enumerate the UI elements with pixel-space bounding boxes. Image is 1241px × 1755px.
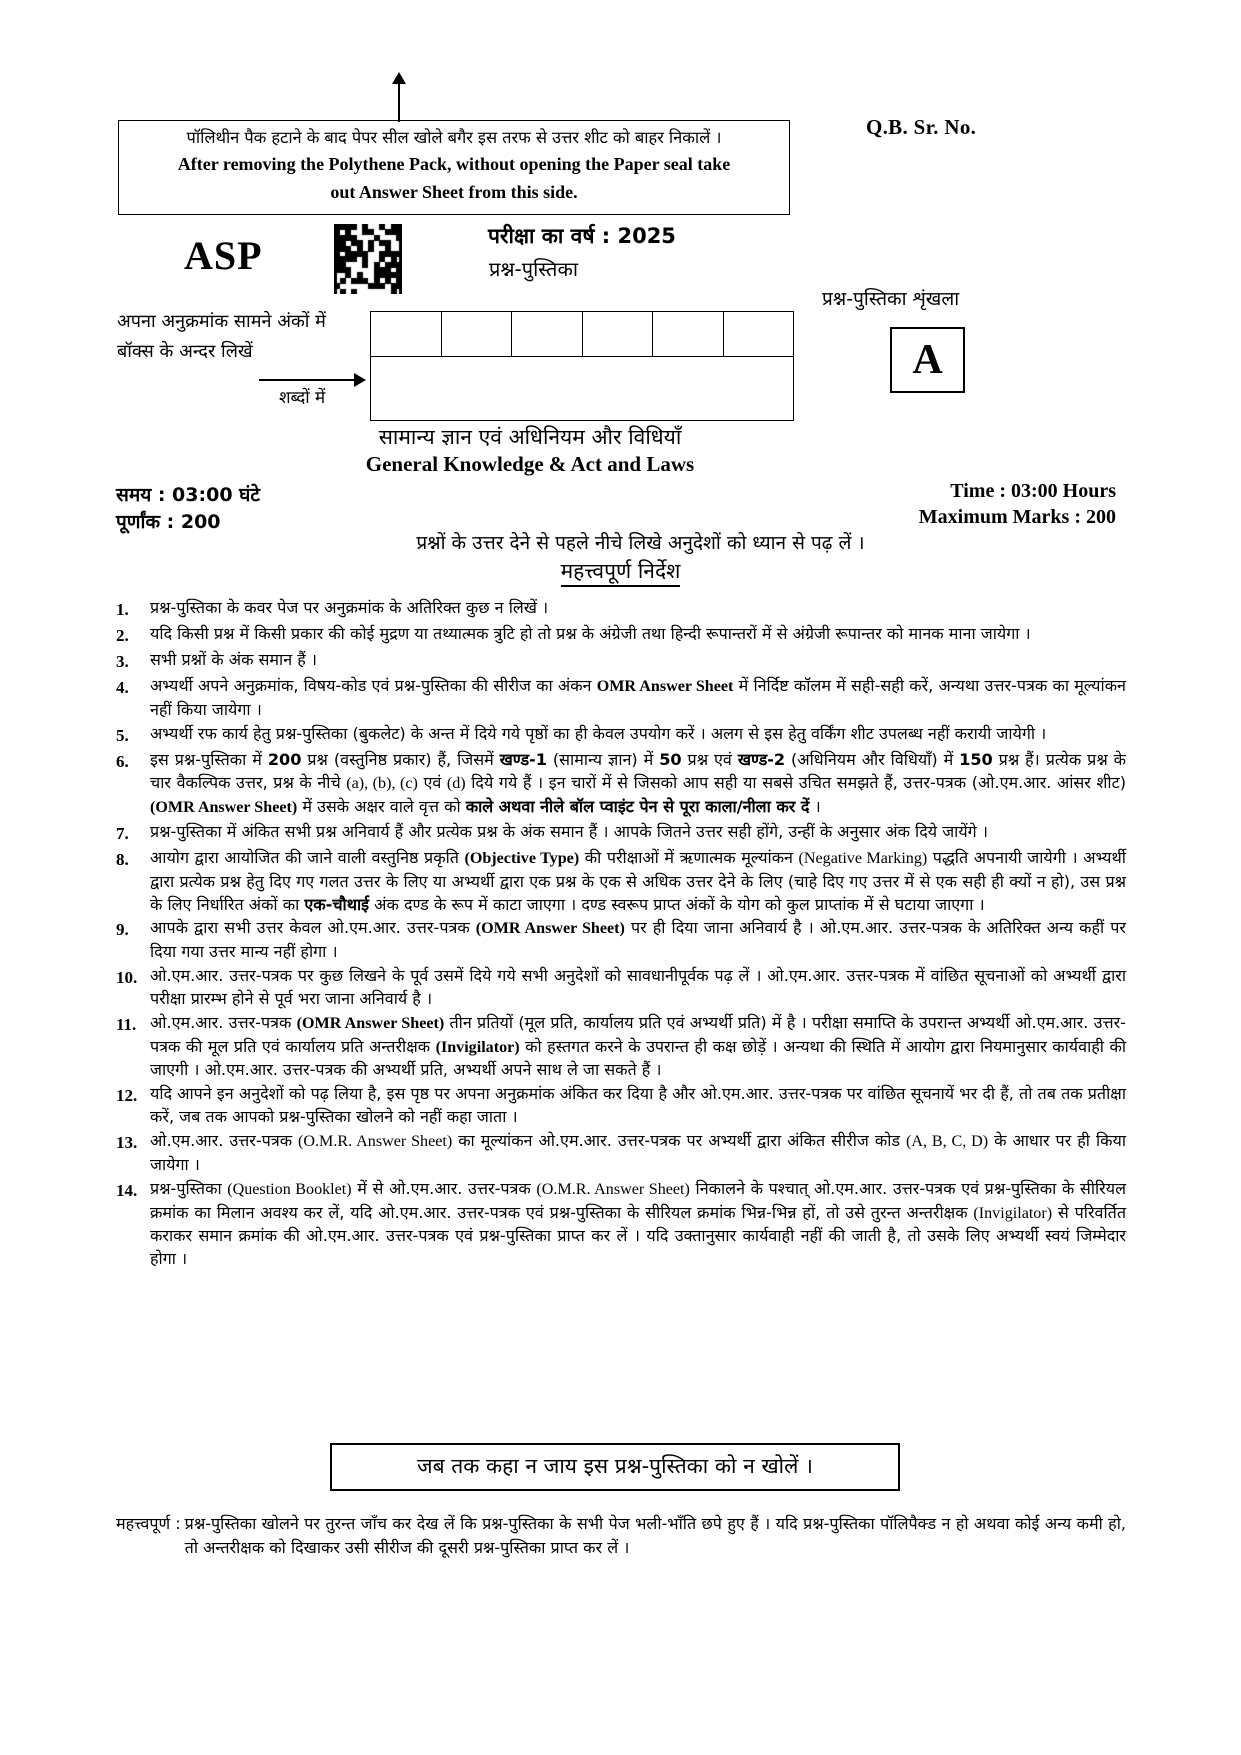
instruction-text: प्रश्न-पुस्तिका में अंकित सभी प्रश्न अनिवार्य हैं और प्रत्येक प्रश्न के अंक समान हैं । आपके जितने उत्तर सही होंगे, उन्हीं के अनुसार अंक दिये जायेंगे ।	[150, 821, 988, 841]
instruction-item	[116, 1083, 1126, 1129]
tear-direction-arrow-icon	[398, 82, 400, 122]
subject-title-english: General Knowledge & Act and Laws	[365, 452, 695, 476]
read-instructions-line: प्रश्नों के उत्तर देने से पहले नीचे लिखे अनुदेशों को ध्यान से पढ़ लें ।	[416, 532, 865, 554]
instruction-item	[116, 1130, 1126, 1177]
footer-important-note	[116, 1512, 1126, 1560]
roll-number-grid[interactable]	[370, 311, 794, 421]
roll-digit-cell[interactable]	[724, 312, 794, 356]
booklet-series-box	[890, 327, 965, 393]
instruction-text: आयोग द्वारा आयोजित की जाने वाली वस्तुनिष्ठ प्रकृति (Objective Type) की परीक्षाओं में ऋणात्मक मूल्यांकन (Negative Marking) पद्धति अपनायी जायेगी । अभ्यर्थी द्वारा प्रत्येक प्रश्न हेतु दिए गए गलत उत्तर के लिए या अभ्यर्थी द्वारा एक प्रश्न के एक से अधिक उत्तर देने के लिए (चाहे दिए गए उत्तर में से एक सही ही क्यों न हो), उस प्रश्न के लिए निर्धारित अंकों का एक-चौथाई अंक दण्ड के रूप में काटा जाएगा । दण्ड स्वरूप प्राप्त अंकों के योग को कुल प्राप्तांक में से घटाया जाएगा ।	[150, 847, 1126, 914]
instruction-text: ओ.एम.आर. उत्तर-पत्रक (O.M.R. Answer Sheet) का मूल्यांकन ओ.एम.आर. उत्तर-पत्रक पर अभ्यर्थी द्वारा अंकित सीरीज कोड (A, B, C, D) के आधार पर ही किया जायेगा ।	[150, 1130, 1126, 1174]
booklet-series-value: A	[912, 337, 943, 383]
exam-year-label: परीक्षा का वर्ष : 2025	[488, 224, 676, 248]
important-instructions-heading-text: महत्त्वपूर्ण निर्देश	[561, 559, 681, 587]
booklet-series-label: प्रश्न-पुस्तिका शृंखला	[822, 288, 960, 310]
instruction-text: प्रश्न-पुस्तिका (Question Booklet) में से ओ.एम.आर. उत्तर-पत्रक (O.M.R. Answer Sheet) निकालने के पश्चात् ओ.एम.आर. उत्तर-पत्रक एवं प्रश्न-पुस्तिका के सीरियल क्रमांक का मिलान अवश्य कर लें, यदि ओ.एम.आर. उत्तर-पत्रक एवं प्रश्न-पुस्तिका के सीरियल क्रमांक भिन्न-भिन्न हों, तो उसे तुरन्त अन्तरीक्षक (Invigilator) से परिवर्तित कराकर समान क्रमांक की ओ.एम.आर. उत्तर-पत्रक एवं प्रश्न-पुस्तिका प्राप्त कर लें । यदि उक्तानुसार कार्यवाही नहीं की जाती है, तो उसके लिए अभ्यर्थी स्वयं जिम्मेदार होगा ।	[150, 1178, 1126, 1269]
qb-serial-number-label: Q.B. Sr. No.	[866, 115, 977, 139]
instruction-text: प्रश्न-पुस्तिका के कवर पेज पर अनुक्रमांक के अतिरिक्त कुछ न लिखें ।	[150, 598, 549, 617]
instruction-item	[116, 965, 1126, 1011]
instruction-number: 1.	[116, 600, 129, 619]
question-booklet-label: प्रश्न-पुस्तिका	[489, 257, 578, 281]
roll-number-digit-row[interactable]	[371, 312, 793, 357]
instruction-text: इस प्रश्न-पुस्तिका में 200 प्रश्न (वस्तुनिष्ठ प्रकार) हैं, जिसमें खण्ड-1 (सामान्य ज्ञान) में 50 प्रश्न एवं खण्ड-2 (अधिनियम और विधियाँ) में 150 प्रश्न हैं। प्रत्येक प्रश्न के चार वैकल्पिक उत्तर, प्रश्न के नीचे (a), (b), (c) एवं (d) दिये गये हैं । इन चारों में से जिसको आप सही या सबसे उचित समझते हैं, उत्तर-पत्रक (ओ.एम.आर. आंसर शीट) (OMR Answer Sheet) में उसके अक्षर वाले वृत्त को काले अथवा नीले बॉल प्वाइंट पेन से पूरा काला/नीला कर दें ।	[150, 750, 1126, 816]
instruction-text: यदि किसी प्रश्न में किसी प्रकार की कोई मुद्रण या तथ्यात्मक त्रुटि हो तो प्रश्न के अंग्रेजी तथा हिन्दी रूपान्तरों में से अंग्रेजी रूपान्तर को मानक माना जायेगा ।	[150, 624, 1031, 644]
instruction-number: 4.	[116, 678, 129, 698]
instruction-item	[116, 749, 1126, 820]
footer-important-text: प्रश्न-पुस्तिका खोलने पर तुरन्त जाँच कर देख लें कि प्रश्न-पुस्तिका के सभी पेज भली-भाँति छपे हुए हैं । यदि प्रश्न-पुस्तिका पॉलिपैक्ड न हो अथवा कोई अन्य कमी हो, तो अन्तरीक्षक को दिखाकर उसी सीरीज की दूसरी प्रश्न-पुस्तिका प्राप्त कर लें ।	[184, 1514, 1126, 1558]
maximum-marks-hindi: पूर्णांक : 200	[116, 511, 221, 533]
roll-digit-cell[interactable]	[371, 312, 442, 356]
instruction-item	[116, 917, 1126, 964]
instructions-list	[116, 597, 1126, 1272]
roll-digit-cell[interactable]	[512, 312, 583, 356]
instruction-text: अभ्यर्थी अपने अनुक्रमांक, विषय-कोड एवं प्रश्न-पुस्तिका की सीरीज का अंकन OMR Answer Sheet में निर्दिष्ट कॉलम में सही-सही करें, अन्यथा उत्तर-पत्रक का मूल्यांकन नहीं किया जायेगा ।	[150, 676, 1126, 720]
instruction-item	[116, 623, 1126, 648]
instruction-item	[116, 1178, 1126, 1271]
roll-digit-cell[interactable]	[442, 312, 513, 356]
instruction-item	[116, 821, 1126, 846]
instruction-number: 8.	[116, 849, 129, 869]
roll-number-words-field[interactable]	[371, 357, 793, 420]
instruction-text: यदि आपने इन अनुदेशों को पढ़ लिया है, इस पृष्ठ पर अपना अनुक्रमांक अंकित कर दिया है और ओ.एम.आर. उत्तर-पत्रक पर वांछित सूचनायें भर दी हैं, तो तब तक प्रतीक्षा करें, जब तक आपको प्रश्न-पुस्तिका खोलने को नहीं कहा जाता ।	[150, 1084, 1126, 1127]
do-not-open-notice	[330, 1443, 900, 1491]
footer-important-key: महत्त्वपूर्ण :	[116, 1514, 181, 1533]
notice-hindi-text: पॉलिथीन पैक हटाने के बाद पेपर सील खोले बगैर इस तरफ से उत्तर शीट को बाहर निकालें ।	[186, 128, 722, 147]
instruction-text: आपके द्वारा सभी उत्तर केवल ओ.एम.आर. उत्तर-पत्रक (OMR Answer Sheet) पर ही दिया जाना अनिवार्य है । ओ.एम.आर. उत्तर-पत्रक के अतिरिक्त अन्य कहीं पर दिया गया उत्तर मान्य नहीं होगा ।	[150, 918, 1126, 962]
instruction-text: ओ.एम.आर. उत्तर-पत्रक (OMR Answer Sheet) तीन प्रतियों (मूल प्रति, कार्यालय प्रति एवं अभ्यर्थी प्रति) में है । परीक्षा समाप्ति के उपरान्त अभ्यर्थी ओ.एम.आर. उत्तर-पत्रक की मूल प्रति एवं कार्यालय प्रति अन्तरीक्षक (Invigilator) को हस्तगत करने के उपरान्त ही कक्ष छोड़ें । अन्यथा की स्थिति में आयोग द्वारा नियमानुसार कार्यवाही की जाएगी । ओ.एम.आर. उत्तर-पत्रक की अभ्यर्थी प्रति, अभ्यर्थी अपने साथ ले जा सकते हैं ।	[150, 1012, 1126, 1080]
in-words-arrow-icon	[259, 379, 364, 381]
instruction-number: 12.	[116, 1086, 138, 1106]
instruction-item	[116, 1012, 1126, 1083]
notice-english-line2: out Answer Sheet from this side.	[330, 181, 578, 202]
roll-instruction-line2: बॉक्स के अन्दर लिखें	[117, 340, 253, 362]
instruction-number: 13.	[116, 1132, 138, 1152]
instruction-text: ओ.एम.आर. उत्तर-पत्रक पर कुछ लिखने के पूर्व उसमें दिये गये सभी अनुदेशों को सावधानीपूर्वक पढ़ लें । ओ.एम.आर. उत्तर-पत्रक में वांछित सूचनाओं को अभ्यर्थी द्वारा परीक्षा प्रारम्भ होने से पूर्व भरा जाना अनिवार्य है ।	[150, 966, 1126, 1008]
roll-number-instruction	[117, 307, 326, 366]
polythene-pack-notice	[118, 120, 790, 215]
instruction-number: 5.	[116, 726, 129, 746]
instruction-item	[116, 597, 1126, 622]
instruction-item	[116, 723, 1126, 748]
instruction-number: 2.	[116, 626, 129, 646]
maximum-marks-english: Maximum Marks : 200	[918, 506, 1116, 528]
in-words-label: शब्दों में	[279, 388, 326, 408]
instruction-number: 10.	[116, 968, 138, 988]
instruction-item	[116, 649, 1126, 674]
instruction-text: अभ्यर्थी रफ कार्य हेतु प्रश्न-पुस्तिका (बुकलेट) के अन्त में दिये गये पृष्ठों का ही केवल उपयोग करें । अलग से इस हेतु वर्किंग शीट उपलब्ध नहीं करायी जायेगी ।	[150, 724, 1047, 744]
roll-digit-cell[interactable]	[653, 312, 724, 356]
subject-title-hindi: सामान्य ज्ञान एवं अधिनियम और विधियाँ	[378, 425, 682, 449]
instruction-text: सभी प्रश्नों के अंक समान हैं ।	[150, 650, 318, 670]
important-instructions-heading	[0, 557, 1241, 585]
roll-instruction-line1: अपना अनुक्रमांक सामने अंकों में	[117, 311, 326, 332]
instruction-item	[116, 847, 1126, 917]
instruction-number: 7.	[116, 823, 129, 843]
instruction-number: 9.	[116, 920, 129, 940]
barcode-image	[334, 224, 402, 294]
roll-digit-cell[interactable]	[583, 312, 654, 356]
time-hindi: समय : 03:00 घंटे	[116, 484, 260, 506]
notice-english-line1: After removing the Polythene Pack, without opening the Paper seal take	[177, 154, 731, 175]
paper-code-label: ASP	[184, 233, 263, 278]
instruction-item	[116, 675, 1126, 722]
time-english: Time : 03:00 Hours	[950, 480, 1116, 502]
instruction-number: 11.	[116, 1014, 137, 1034]
instruction-number: 3.	[116, 652, 129, 672]
instruction-number: 6.	[116, 752, 129, 772]
do-not-open-text: जब तक कहा न जाय इस प्रश्न-पुस्तिका को न खोलें ।	[417, 1454, 813, 1478]
instruction-number: 14.	[116, 1180, 138, 1200]
